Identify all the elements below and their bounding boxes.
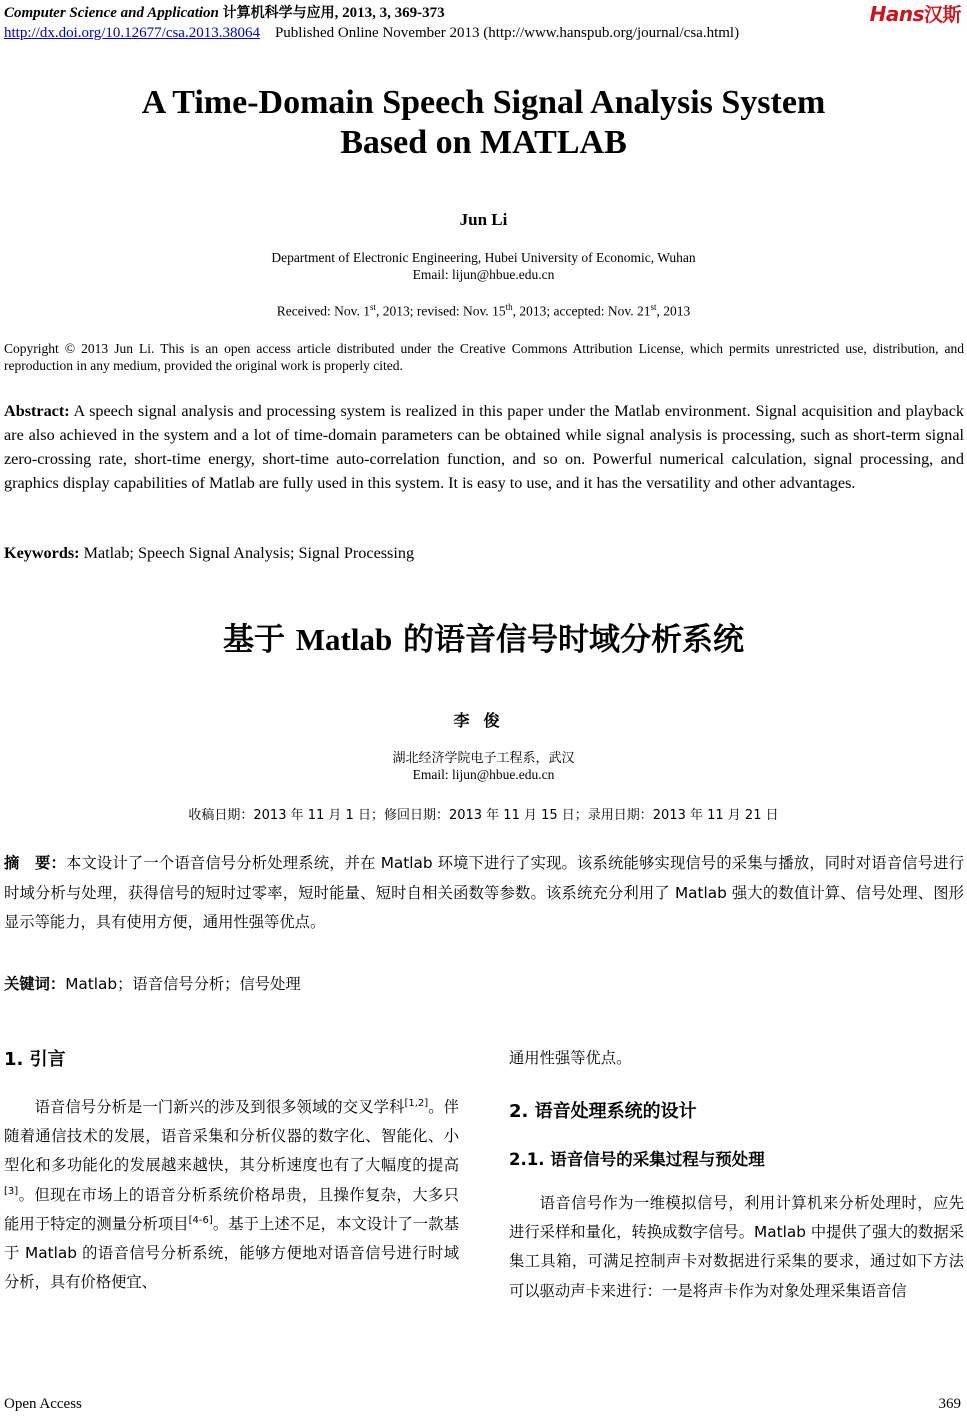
keywords-label-cn: 关键词： — [4, 975, 66, 993]
journal-volume: , 2013, 3, 369-373 — [334, 5, 445, 21]
copyright-notice: Copyright © 2013 Jun Li. This is an open access article distributed under the Creative Commons Attribution License, which permits unrestricted use, distribution, and reproduction in any medium, provided the original work is properly cited. — [4, 341, 964, 373]
keywords-label: Keywords: — [4, 544, 80, 562]
author-email-cn: Email: lijun@hbue.edu.cn — [412, 767, 555, 782]
abstract-cn — [4, 849, 964, 938]
author-name-cn: 李俊 — [453, 711, 514, 730]
footer-open-access: Open Access — [4, 1396, 82, 1412]
keywords-text-cn: Matlab；语音信号分析；信号处理 — [65, 975, 301, 993]
section-2-1-paragraph: 语音信号作为一维模拟信号，利用计算机来分析处理时，应先进行采样和量化，转换成数字信号。Matlab 中提供了强大的数据采集工具箱，可满足控制声卡对数据进行采集的要求，通过如下方法可以驱动声卡来进行：一是将声卡作为对象处理采集语音信 — [509, 1194, 964, 1300]
journal-header — [4, 2, 445, 22]
received-dates-cn: 收稿日期：2013 年 11 月 1 日；修回日期：2013 年 11 月 15 日；录用日期：2013 年 11 月 21 日 — [188, 808, 779, 823]
received-dates: Received: Nov. 1st, 2013; revised: Nov. 15th, 2013; accepted: Nov. 21st, 2013 — [276, 302, 691, 319]
abstract-text: A speech signal analysis and processing system is realized in this paper under the Matlab environment. Signal acquisition and playback are also achieved in the system and a lot of time-domain parameters can be obtained while signal analysis is processing, such as short-term signal zero-crossing rate, short-time energy, short-time auto-correlation function, and so on. Powerful numerical calculation, signal processing, and graphics display capabilities of Matlab are fully used in this system. It is easy to use, and it has the versatility and other advantages. — [4, 402, 965, 492]
logo-text-en: Hans — [869, 2, 924, 26]
doi-link[interactable]: http://dx.doi.org/10.12677/csa.2013.38064 — [4, 25, 260, 41]
journal-name-cn: 计算机科学与应用 — [222, 5, 335, 21]
section-1-paragraph: 语音信号分析是一门新兴的涉及到很多领域的交叉学科[1,2]。伴随着通信技术的发展，语音采集和分析仪器的数字化、智能化、小型化和多功能化的发展越来越快，其分析速度也有了大幅度的提高[3]。但现在市场上的语音分析系统价格昂贵，且操作复杂，大多只能用于特定的测量分析项目[4-6]。基于上述不足，本文设计了一款基于 Matlab 的语音信号分析系统，能够方便地对语音信号进行时域分析，具有价格便宜、 — [4, 1097, 459, 1292]
keywords-text: Matlab; Speech Signal Analysis; Signal Processing — [83, 544, 415, 562]
published-online: Published Online November 2013 (http://www.hanspub.org/journal/csa.html) — [274, 25, 740, 41]
section-2-heading: 2. 语音处理系统的设计 — [509, 1101, 697, 1122]
logo-text-cn: 汉斯 — [923, 4, 961, 26]
journal-name-en: Computer Science and Application — [4, 5, 219, 21]
abstract-text-cn: 本文设计了一个语音信号分析处理系统，并在 Matlab 环境下进行了实现。该系统能够实现信号的采集与播放，同时对语音信号进行时域分析与处理，获得信号的短时过零率，短时能量、短时自相关函数等参数。该系统充分利用了 Matlab 强大的数值计算、信号处理、图形显示等能力，具有使用方便，通用性强等优点。 — [4, 854, 964, 931]
keywords-en — [4, 541, 964, 565]
keywords-cn — [4, 970, 964, 1000]
doi-line — [4, 25, 739, 42]
section-2-1-heading: 2.1. 语音信号的采集过程与预处理 — [509, 1150, 765, 1169]
author-email: Email: lijun@hbue.edu.cn — [412, 267, 555, 282]
abstract-label: Abstract: — [4, 402, 70, 420]
affiliation: Department of Electronic Engineering, Hubei University of Economic, Wuhan — [271, 250, 696, 265]
page-number: 369 — [938, 1396, 961, 1412]
paper-title-line2: Based on MATLAB — [340, 124, 627, 161]
abstract-en — [4, 399, 964, 495]
right-column-continuation: 通用性强等优点。 — [509, 1049, 632, 1067]
abstract-label-cn: 摘 要： — [4, 854, 66, 872]
hans-logo — [870, 0, 961, 27]
affiliation-cn: 湖北经济学院电子工程系，武汉 — [392, 751, 575, 766]
author-name: Jun Li — [459, 210, 508, 229]
paper-title-line1: A Time-Domain Speech Signal Analysis System — [141, 84, 826, 121]
paper-title-cn: 基于 Matlab 的语音信号时域分析系统 — [222, 622, 745, 658]
section-1-heading: 1. 引言 — [4, 1049, 66, 1070]
